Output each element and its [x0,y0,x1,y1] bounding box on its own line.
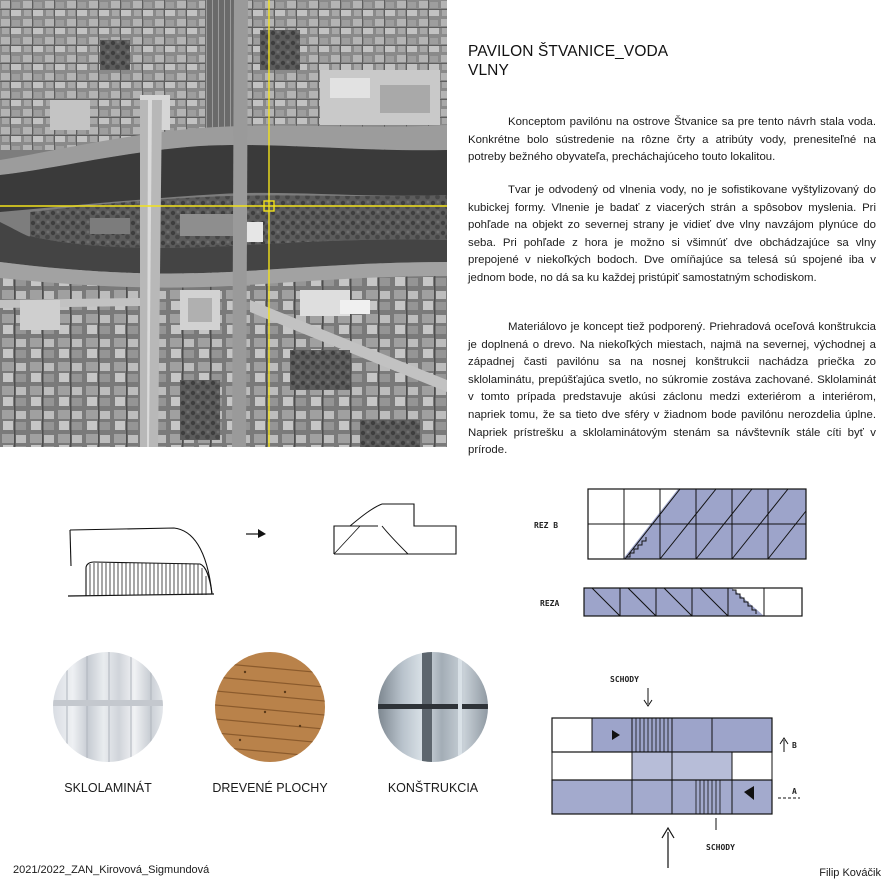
sketch-section-a [536,582,808,622]
rez-b-label: REZ B [534,521,559,530]
material-paragraph: Materiálovo je koncept tiež podporený. Priehradová oceľová konštrukcia je doplnená o drevo. Na niekoľkých miestach, najmä na severnej, východnej a západnej časti pavilónu sa na nosnej konštrukcii nachádza priečka zo sklolaminátu, prepúšťajúca svetlo, no súkromie zostáva zachované. Sklolaminát v tomto prípada predstavuje akúsi záclonu medzi exteriérom a interiérom, napriek tomu, že sa tieto dve sféry v žiadnom bode pavilónu nerozdelia úplne. Napriek prístrešku a sklolaminátovým stenám sa návštevník stále cíti byť v prírode. [468,321,876,457]
page-title [468,42,668,80]
concept-paragraph: Konceptom pavilónu na ostrove Štvanice sa pre tento návrh stala voda. Konkrétne bolo sústredenie na rôzne črty a atribúty vody, prenesiteľné na potreby bežného obyvateľa, precháchajúceho touto lokalitou. [468,116,876,164]
aerial-map-graphic [0,0,447,447]
footer-author: Filip Kováčik [819,867,881,879]
arrow-right-icon [244,526,268,542]
material-label-wood: DREVENÉ PLOCHY [212,781,328,795]
material-label-fiberglass: SKLOLAMINÁT [64,781,152,795]
steel-structure-sample-image [378,652,488,762]
title-line-1: PAVILON ŠTVANICE_VODA [468,43,669,60]
wood-sample-image [215,652,325,762]
rez-a-label: REZA [540,599,560,608]
fiberglass-sample-image [53,652,163,762]
aerial-map [0,0,447,447]
footer-credits: 2021/2022_ZAN_Kirovová_Sigmundová [13,864,210,876]
schody-bottom-label: SCHODY [706,843,735,852]
material-label-structure: KONŠTRUKCIA [387,781,479,795]
sketch-cubic-wave [330,500,462,560]
sketch-floor-plan [548,668,818,878]
arrow-b-label: B [792,741,797,750]
arrow-a-label: A [792,787,797,796]
form-paragraph: Tvar je odvodený od vlnenia vody, no je sofistikovane vyštylizovaný do kubickej formy. Vlnenie je badať z viacerých strán a spôsobov myslenia. Pri pohľade na objekt zo severnej strany je vidieť dve vlny navzájom plynúce do seba. Pri pohľade z hora je možno si všimnúť dve obchádzajúce sa vlny prepojené v niekoľkých bodoch. Dve omíňajúce sa telesá sú spojené iba v jednom bode, no dá sa ku každej pristúpiť samostatným schodiskom. [468,184,876,284]
sketch-section-b [530,485,810,565]
title-line-2: VLNY [468,62,509,79]
schody-top-label: SCHODY [610,675,639,684]
sketch-wave-section [62,520,222,600]
